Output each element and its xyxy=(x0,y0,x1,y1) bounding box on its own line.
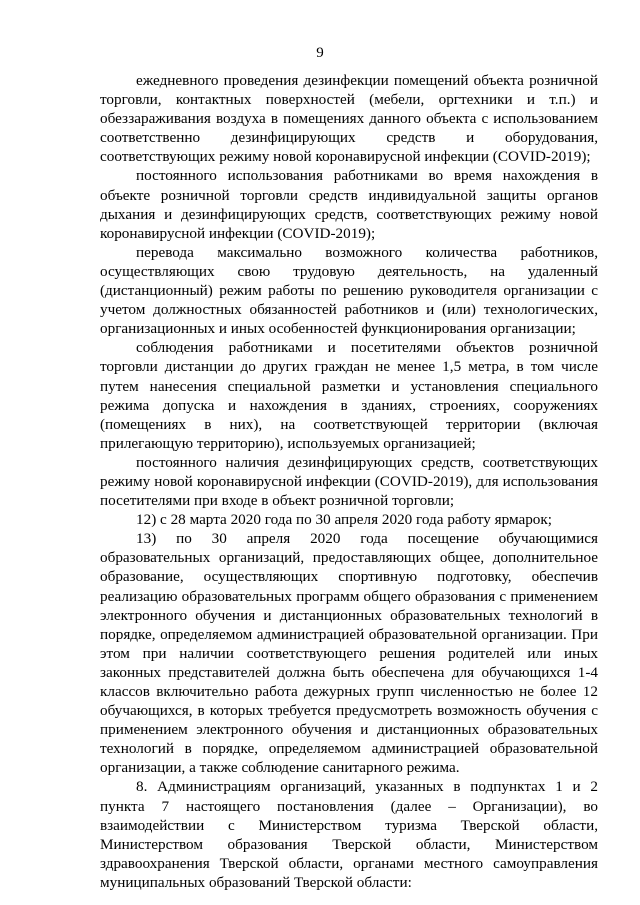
paragraph-disinfectants-for-visitors: постоянного наличия дезинфицирующих средств, соответствующих режиму новой коронавирусной инфекции (COVID-2019), для использования посетителями при входе в объект розничной торговли; xyxy=(100,453,598,510)
paragraph-section-8: 8. Администрациям организаций, указанных в подпунктах 1 и 2 пункта 7 настоящего постановления (далее – Организации), во взаимодействии с Министерством туризма Тверской области, Министерством образования Тверской области, Министерством здравоохранения Тверской области, органами местного самоуправления муниципальных образований Тверской области: xyxy=(100,778,598,891)
paragraph-disinfection: ежедневного проведения дезинфекции помещений объекта розничной торговли, контактных поверхностей (мебели, оргтехники и т.п.) и обеззараживания воздуха в помещениях данного объекта с использованием соответственно дезинфицирующих средств и оборудования, соответствующих режиму новой коронавирусной инфекции (COVID-2019); xyxy=(100,72,598,166)
paragraph-item-12-fairs: 12) с 28 марта 2020 года по 30 апреля 2020 года работу ярмарок; xyxy=(136,511,552,529)
document-body xyxy=(100,71,598,892)
paragraph-social-distance: соблюдения работниками и посетителями объектов розничной торговли дистанции до других граждан не менее 1,5 метра, в том числе путем нанесения специальной разметки и установления специального режима допуска и нахождения в зданиях, строениях, сооружениях (помещениях в них), на соответствующей территории (включая прилегающую территорию), используемых организацией; xyxy=(100,339,598,452)
paragraph-protective-equipment: постоянного использования работниками во время нахождения в объекте розничной торговли средств индивидуальной защиты органов дыхания и дезинфицирующих средств, соответствующих режиму новой коронавирусной инфекции (COVID-2019); xyxy=(100,167,598,242)
paragraph-remote-work: перевода максимально возможного количества работников, осуществляющих свою трудовую деятельность, на удаленный (дистанционный) режим работы по решению руководителя организации с учетом должностных обязанностей работников и (или) технологических, организационных и иных особенностей функционирования организации; xyxy=(100,243,598,338)
paragraph-item-13-education: 13) по 30 апреля 2020 года посещение обучающимися образовательных организаций, предоставляющих общее, дополнительное образование, осуществляющих спортивную подготовку, обеспечив реализацию образовательных программ общего образования с применением электронного обучения и дистанционных образовательных технологий в порядке, определяемом администрацией образовательной организации. При этом при наличии соответствующего решения родителей или иных законных представителей должна быть обеспечена для обучающихся 1-4 классов включительно работа дежурных групп численностью не более 12 обучающихся, в которых требуется предусмотреть возможность обучения с применением электронного обучения и дистанционных образовательных технологий в порядке, определяемом администрацией образовательной организации, а также соблюдение санитарного режима. xyxy=(100,530,598,777)
page-number: 9 xyxy=(316,45,324,61)
